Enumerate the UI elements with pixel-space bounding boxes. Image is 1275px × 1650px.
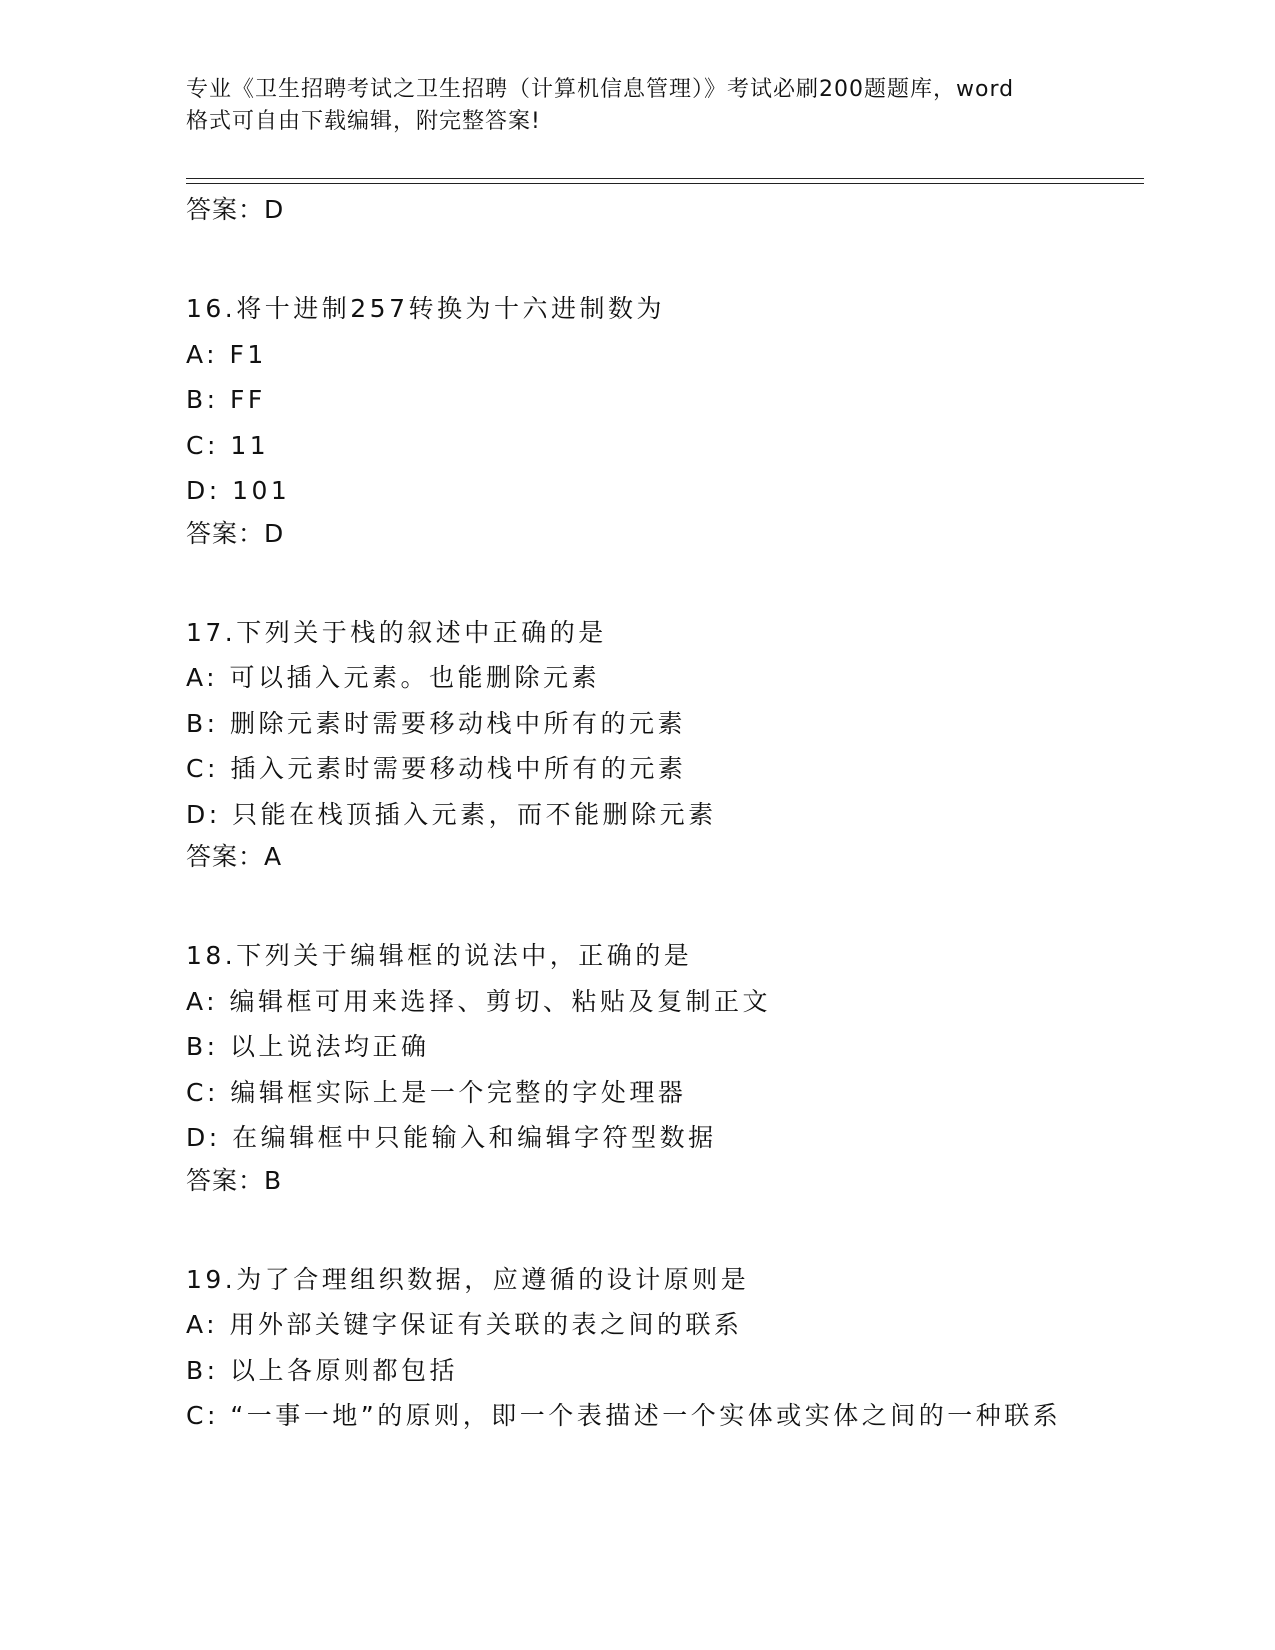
question-stem: 18.下列关于编辑框的说法中，正确的是	[186, 941, 693, 970]
header-line-1: 专业《卫生招聘考试之卫生招聘（计算机信息管理）》考试必刷200题题库，word	[186, 77, 1015, 102]
header-divider-top	[186, 178, 1144, 179]
question-19	[186, 1257, 1086, 1439]
question-stem: 16.将十进制257转换为十六进制数为	[186, 294, 665, 323]
question-17	[186, 610, 1086, 880]
option-a: A: 编辑框可用来选择、剪切、粘贴及复制正文	[186, 986, 772, 1016]
previous-answer: 答案：D	[186, 195, 285, 224]
option-b: B: FF	[186, 385, 266, 414]
option-b: B: 以上各原则都包括	[186, 1355, 459, 1385]
option-a: A: F1	[186, 339, 267, 369]
option-b: B: 以上说法均正确	[186, 1032, 430, 1061]
option-c: C: 插入元素时需要移动栈中所有的元素	[186, 754, 687, 783]
option-a: A: 用外部关键字保证有关联的表之间的联系	[186, 1310, 743, 1339]
answer: 答案：A	[186, 842, 283, 871]
option-d: D: 101	[186, 476, 291, 505]
question-16	[186, 286, 1086, 556]
question-stem: 17.下列关于栈的叙述中正确的是	[186, 617, 607, 647]
header-line-2: 格式可自由下载编辑，附完整答案!	[186, 109, 541, 134]
question-18	[186, 933, 1086, 1203]
question-stem: 19.为了合理组织数据，应遵循的设计原则是	[186, 1264, 750, 1294]
header-divider-bottom	[186, 183, 1144, 184]
option-d: D: 在编辑框中只能输入和编辑字符型数据	[186, 1123, 717, 1152]
answer: 答案：B	[186, 1165, 283, 1195]
option-c: C: 编辑框实际上是一个完整的字处理器	[186, 1077, 687, 1107]
answer: 答案：D	[186, 518, 285, 548]
option-c: C: 11	[186, 430, 270, 460]
option-d: D: 只能在栈顶插入元素，而不能删除元素	[186, 799, 717, 829]
question-list	[186, 190, 1086, 1493]
document-header	[186, 74, 1086, 138]
option-c: C: “一事一地”的原则，即一个表描述一个实体或实体之间的一种联系	[186, 1401, 1062, 1430]
option-a: A: 可以插入元素。也能删除元素	[186, 663, 601, 692]
option-b: B: 删除元素时需要移动栈中所有的元素	[186, 708, 687, 738]
